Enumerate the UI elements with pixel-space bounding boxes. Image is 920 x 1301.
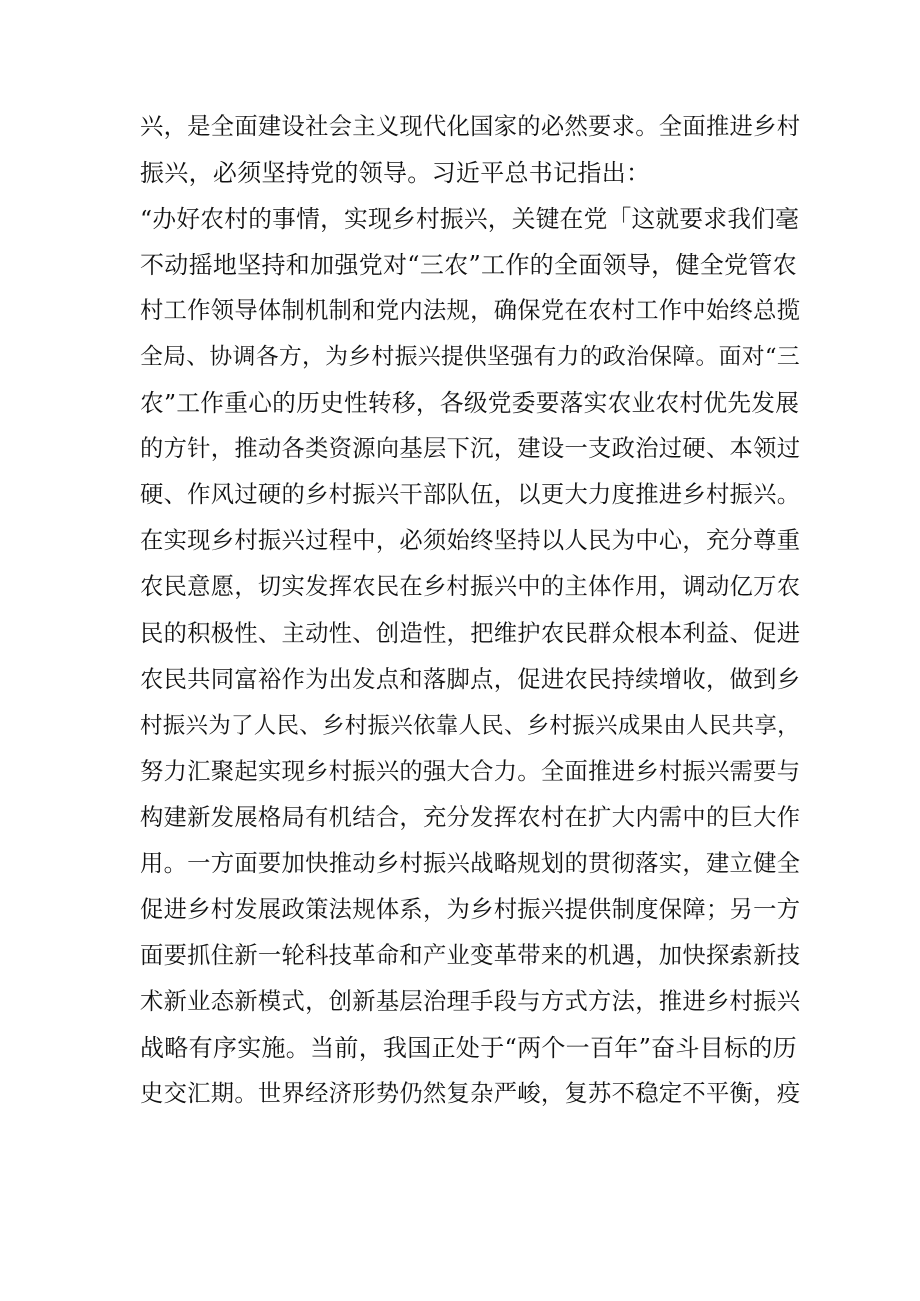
text-line: 促进乡村发展政策法规体系，为乡村振兴提供制度保障；另一方 xyxy=(140,895,801,923)
text-line: 硬、作风过硬的乡村振兴干部队伍，以更大力度推进乡村振兴。 xyxy=(140,481,801,509)
text-line: 构建新发展格局有机结合，充分发挥农村在扩大内需中的巨大作 xyxy=(140,803,801,831)
text-line: 村工作领导体制机制和党内法规，确保党在农村工作中始终总揽 xyxy=(140,297,801,325)
body-text xyxy=(140,104,800,1117)
text-line: 农民意愿，切实发挥农民在乡村振兴中的主体作用，调动亿万农 xyxy=(140,573,801,601)
text-line: 农”工作重心的历史性转移，各级党委要落实农业农村优先发展 xyxy=(140,389,800,418)
text-line: 农民共同富裕作为出发点和落脚点，促进农民持续增收，做到乡 xyxy=(140,665,801,693)
text-line: 全局、协调各方，为乡村振兴提供坚强有力的政治保障。面对“三 xyxy=(140,344,801,371)
text-line: 努力汇聚起实现乡村振兴的强大合力。全面推进乡村振兴需要与 xyxy=(140,757,801,785)
text-line: 术新业态新模式，创新基层治理手段与方式方法，推进乡村振兴 xyxy=(140,987,801,1015)
text-line: 民的积极性、主动性、创造性，把维护农民群众根本利益、促进 xyxy=(140,619,801,647)
text-line: 史交汇期。世界经济形势仍然复杂严峻，复苏不稳定不平衡，疫 xyxy=(140,1079,801,1107)
text-line: “办好农村的事情，实现乡村振兴，关键在党「这就要求我们毫 xyxy=(140,205,800,234)
text-line: 振兴，必须坚持党的领导。习近平总书记指出： xyxy=(140,159,651,188)
text-line: 的方针，推动各类资源向基层下沉，建设一支政治过硬、本领过 xyxy=(140,435,801,463)
text-line: 在实现乡村振兴过程中，必须始终坚持以人民为中心，充分尊重 xyxy=(140,527,801,555)
text-line: 用。一方面要加快推动乡村振兴战略规划的贯彻落实，建立健全 xyxy=(140,849,801,877)
text-line: 不动摇地坚持和加强党对“三农”工作的全面领导，健全党管农 xyxy=(140,251,797,280)
text-line: 村振兴为了人民、乡村振兴依靠人民、乡村振兴成果由人民共享， xyxy=(140,712,800,739)
text-line: 面要抓住新一轮科技革命和产业变革带来的机遇，加快探索新技 xyxy=(140,941,801,969)
text-line: 战略有序实施。当前，我国正处于“两个一百年”奋斗目标的历 xyxy=(140,1033,797,1062)
text-line: 兴，是全面建设社会主义现代化国家的必然要求。全面推进乡村 xyxy=(140,113,801,140)
